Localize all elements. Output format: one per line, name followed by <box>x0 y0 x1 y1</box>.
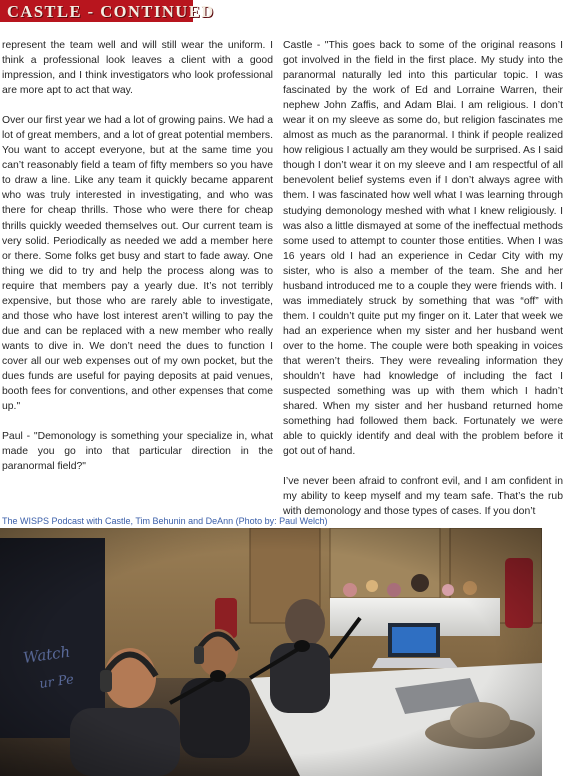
paragraph: represent the team well and will still wear the uniform. I think a professional look leaves a client with a good impression, and I think investigators who look professional are more apt to act that way. <box>2 40 273 97</box>
section-header <box>0 0 215 22</box>
photo-caption: The WISPS Podcast with Castle, Tim Behunin and DeAnn (Photo by: Paul Welch) <box>2 516 328 526</box>
paragraph: Paul - "Demonology is something your specialize in, what made you go into that particular direction in the paranormal field?" <box>2 431 273 473</box>
paragraph: Castle - "This goes back to some of the original reasons I got involved in the field in the first place. My study into the paranormal naturally led into this particular topic. I was fascinated by the work of Ed and Lorraine Warren, their nephew John Zaffis, and Adam Blai. I am religious. I don’t wear it on my sleeve as some do, but religion fascinates me almost as much as the paranormal. I think if people realized how religious I actually am they would be surprised. As I said though I don’t wear it on my sleeve and I am respectful of all benevolent belief systems even if I don’t always agree with them. I was fascinated how well what I was learning through studying demonology meshed with what I knew religiously. I was also a little dismayed at some of the ineffectual methods some used to attempt to counter those entities. When I was 16 years old I had an experience in Cedar City with my sister, who is also a member of the team. She and her husband introduced me to a couple they were friends with. I was immediately struck by something that was “off” with them. I couldn’t quite put my finger on it. Later that week we had an experience when my sister and her husband went over to the home. The couple were both speaking in voices that weren’t theirs. They were revealing information they shouldn’t have had knowledge of including the fact I suspected something was up with them which I hadn’t shared. When my sister and her husband returned home something had followed them back. Fortunately we were able to quickly identify and deal with the problem before it got out of hand. <box>283 40 563 458</box>
right-column <box>283 38 563 534</box>
paragraph: I’ve never been afraid to confront evil, and I am confident in my ability to keep myself and my team safe. That’s the rub with demonology and those types of cases. If you don’t <box>283 476 563 518</box>
left-column <box>2 38 273 489</box>
podcast-photo <box>0 528 542 776</box>
header-title: CASTLE - CONTINUED <box>7 2 215 21</box>
paragraph: Over our first year we had a lot of growing pains. We had a lot of great members, and a lot of great potential members. You want to accept everyone, but at the same time you can’t reasonably field a team of fifty members so you have to draw a line. Like any team it quickly became apparent who was truly interested in investigating, and who was there for cheap thrills. Those who were there for cheap thrills quickly weeded themselves out. Our current team is very solid. Periodically as needed we add a member here or there. Some folks get busy and start to fade away. One thing we did to try and help the process along was to require that members pay a yearly due. It’s not terribly expensive, but those who are rarely able to investigate, and those who have lost interest aren’t willing to pay the due and can be replaced with a new member who really wants to dive in. We don’t need the dues to function I cover all our web expenses out of my own pocket, but the dues funds are useful for paying deposits at paid venues, booth fees for conventions, and other expenses that come up." <box>2 115 273 413</box>
